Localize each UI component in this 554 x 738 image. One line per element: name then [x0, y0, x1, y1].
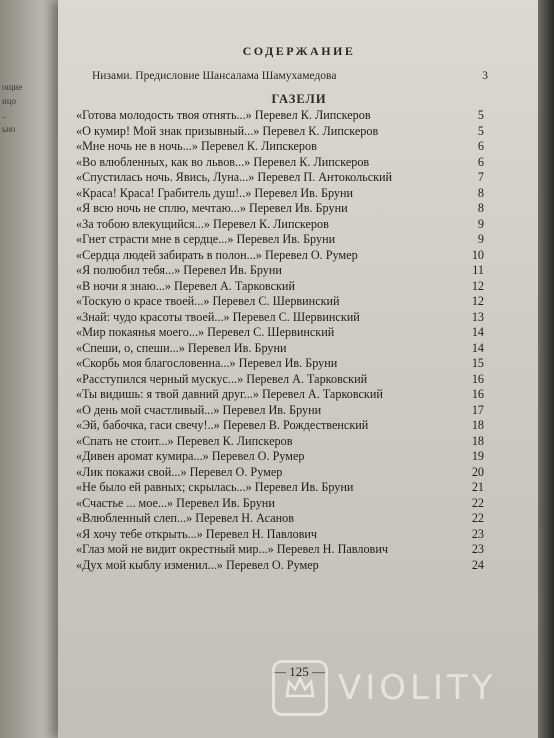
toc-entry-page: 11: [472, 263, 484, 277]
toc-entry: [76, 480, 484, 496]
toc-entry-page: 8: [477, 185, 484, 200]
toc-entry: [76, 434, 484, 450]
toc-entry-page: 12: [471, 294, 484, 308]
toc-entry-text: «Знай: чудо красоты твоей...» Перевел С. Шервинский: [76, 309, 360, 324]
toc-entry-text: «Спустилась ночь. Явись, Луна...» Перевел П. Антокольский: [76, 170, 393, 184]
toc-entry-text: «Я полюбил тебя...» Перевел Ив. Бруни: [76, 263, 282, 277]
toc-entry-page: 14: [471, 325, 484, 339]
toc-entry-text: «В ночи я знаю...» Перевел А. Тарковский: [76, 278, 295, 293]
left-fragment: ьно: [2, 124, 16, 134]
toc-entry: [76, 341, 484, 357]
toc-entry: [76, 449, 484, 465]
toc-entry-text: «Я всю ночь не сплю, мечтаю...» Перевел Ив. Бруни: [76, 201, 348, 215]
intro-entry-page: 3: [482, 70, 488, 82]
toc-entry-page: 8: [477, 201, 484, 215]
toc-entry: [76, 124, 484, 140]
toc-entry: [76, 279, 484, 295]
page-edge: [538, 0, 554, 738]
toc-entry-page: 24: [471, 557, 484, 572]
toc-entry-text: «Тоскую о красе твоей...» Перевел С. Шервинский: [76, 294, 340, 308]
toc-entry: [76, 170, 484, 186]
toc-entry: [76, 403, 484, 419]
toc-entry-page: 5: [477, 123, 484, 138]
toc-entry-page: 16: [471, 371, 484, 386]
toc-entry: [76, 108, 484, 124]
toc-entry-text: «Ты видишь: я твой давний друг...» Перевел А. Тарковский: [76, 387, 383, 401]
toc-entry-text: «Мир покаянья моего...» Перевел С. Шервинский: [76, 325, 335, 339]
toc-entry-text: «Не было ей равных; скрылась...» Перевел Ив. Бруни: [76, 480, 354, 494]
toc-entry: [76, 511, 484, 527]
toc-entry-text: «Дух мой кыблу изменил...» Перевел О. Румер: [76, 557, 319, 572]
toc-list: [76, 108, 484, 573]
toc-entry-page: 6: [477, 139, 484, 153]
left-fragment: ощие: [2, 82, 23, 92]
toc-entry: [76, 139, 484, 155]
toc-entry: [76, 325, 484, 341]
toc-entry-text: «Дивен аромат кумира...» Перевел О. Румер: [76, 449, 305, 463]
toc-entry: [76, 558, 484, 574]
intro-entry-text: Низами. Предисловие Шансалама Шамухамедова: [92, 70, 337, 82]
toc-entry-page: 6: [477, 154, 484, 169]
toc-entry-page: 21: [471, 480, 484, 494]
toc-entry: [76, 217, 484, 233]
toc-entry: [76, 418, 484, 434]
toc-entry-text: «Влюбленный слеп...» Перевел Н. Асанов: [76, 511, 294, 525]
toc-entry-text: «О кумир! Мой знак призывный...» Перевел К. Липскеров: [76, 123, 379, 138]
toc-entry-page: 20: [471, 464, 484, 479]
book-page: [58, 0, 540, 738]
toc-entry-page: 22: [471, 511, 484, 525]
toc-entry-text: «Сердца людей забирать в полон...» Перевел О. Румер: [76, 247, 358, 262]
toc-entry-page: 9: [477, 232, 484, 246]
toc-entry-page: 5: [477, 108, 484, 122]
toc-entry: [76, 294, 484, 310]
toc-entry-page: 23: [471, 526, 484, 541]
toc-entry-text: «Расступился черный мускус...» Перевел А. Тарковский: [76, 371, 368, 386]
toc-entry-text: «Глаз мой не видит окрестный мир...» Перевел Н. Павлович: [76, 542, 388, 556]
section-title: ГАЗЕЛИ: [271, 92, 327, 106]
toc-entry-text: «Во влюбленных, как во львов...» Перевел К. Липскеров: [76, 154, 370, 169]
left-fragment: ицо: [2, 96, 17, 106]
toc-entry: [76, 496, 484, 512]
toc-entry-page: 18: [471, 433, 484, 448]
toc-entry: [76, 232, 484, 248]
left-fragment: ..: [2, 110, 7, 120]
toc-entry: [76, 387, 484, 403]
intro-entry: [92, 70, 488, 82]
toc-entry: [76, 186, 484, 202]
page-number: — 125 —: [273, 664, 325, 679]
toc-entry-page: 19: [471, 449, 484, 463]
toc-entry-page: 17: [471, 402, 484, 417]
toc-entry-text: «Лик покажи свой...» Перевел О. Румер: [76, 464, 283, 479]
toc-entry: [76, 263, 484, 279]
toc-entry-page: 7: [477, 170, 484, 184]
toc-entry-text: «Я хочу тебе открыть...» Перевел Н. Павлович: [76, 526, 318, 541]
crown-icon: [272, 660, 328, 716]
toc-entry: [76, 155, 484, 171]
toc-entry: [76, 527, 484, 543]
toc-entry-text: «Гнет страсти мне в сердце...» Перевел Ив. Бруни: [76, 232, 336, 246]
toc-entry-page: 10: [471, 247, 484, 262]
toc-entry-page: 14: [471, 340, 484, 355]
toc-entry-text: «Спать не стоит...» Перевел К. Липскеров: [76, 433, 293, 448]
toc-entry-page: 23: [471, 542, 484, 556]
toc-entry: [76, 465, 484, 481]
toc-entry-page: 13: [471, 309, 484, 324]
toc-entry-text: «Спеши, о, спеши...» Перевел Ив. Бруни: [76, 340, 287, 355]
toc-entry: [76, 248, 484, 264]
toc-entry-text: «Скорбь моя благословенна...» Перевел Ив. Бруни: [76, 356, 338, 370]
toc-entry-text: «Краса! Краса! Грабитель душ!..» Перевел Ив. Бруни: [76, 185, 354, 200]
toc-entry-page: 22: [471, 495, 484, 510]
toc-entry: [76, 201, 484, 217]
toc-entry-text: «Эй, бабочка, гаси свечу!..» Перевел В. Рождественский: [76, 418, 369, 432]
toc-entry-text: «Счастье ... мое...» Перевел Ив. Бруни: [76, 495, 275, 510]
toc-entry-text: «Мне ночь не в ночь...» Перевел К. Липскеров: [76, 139, 317, 153]
toc-entry-page: 16: [471, 387, 484, 401]
toc-entry: [76, 542, 484, 558]
toc-entry: [76, 372, 484, 388]
toc-entry-text: «Готова молодость твоя отнять...» Перевел К. Липскеров: [76, 108, 371, 122]
toc-entry-page: 18: [471, 418, 484, 432]
toc-entry: [76, 356, 484, 372]
toc-entry-text: «О день мой счастливый...» Перевел Ив. Бруни: [76, 402, 322, 417]
toc-entry-page: 15: [471, 356, 484, 370]
toc-entry-page: 12: [471, 278, 484, 293]
watermark: [272, 660, 497, 716]
toc-entry: [76, 310, 484, 326]
watermark-text: VIOLITY: [338, 668, 497, 708]
toc-entry-text: «За тобою влекущийся...» Перевел К. Липскеров: [76, 216, 329, 231]
page-title: СОДЕРЖАНИЕ: [242, 44, 356, 58]
toc-entry-page: 9: [477, 216, 484, 231]
